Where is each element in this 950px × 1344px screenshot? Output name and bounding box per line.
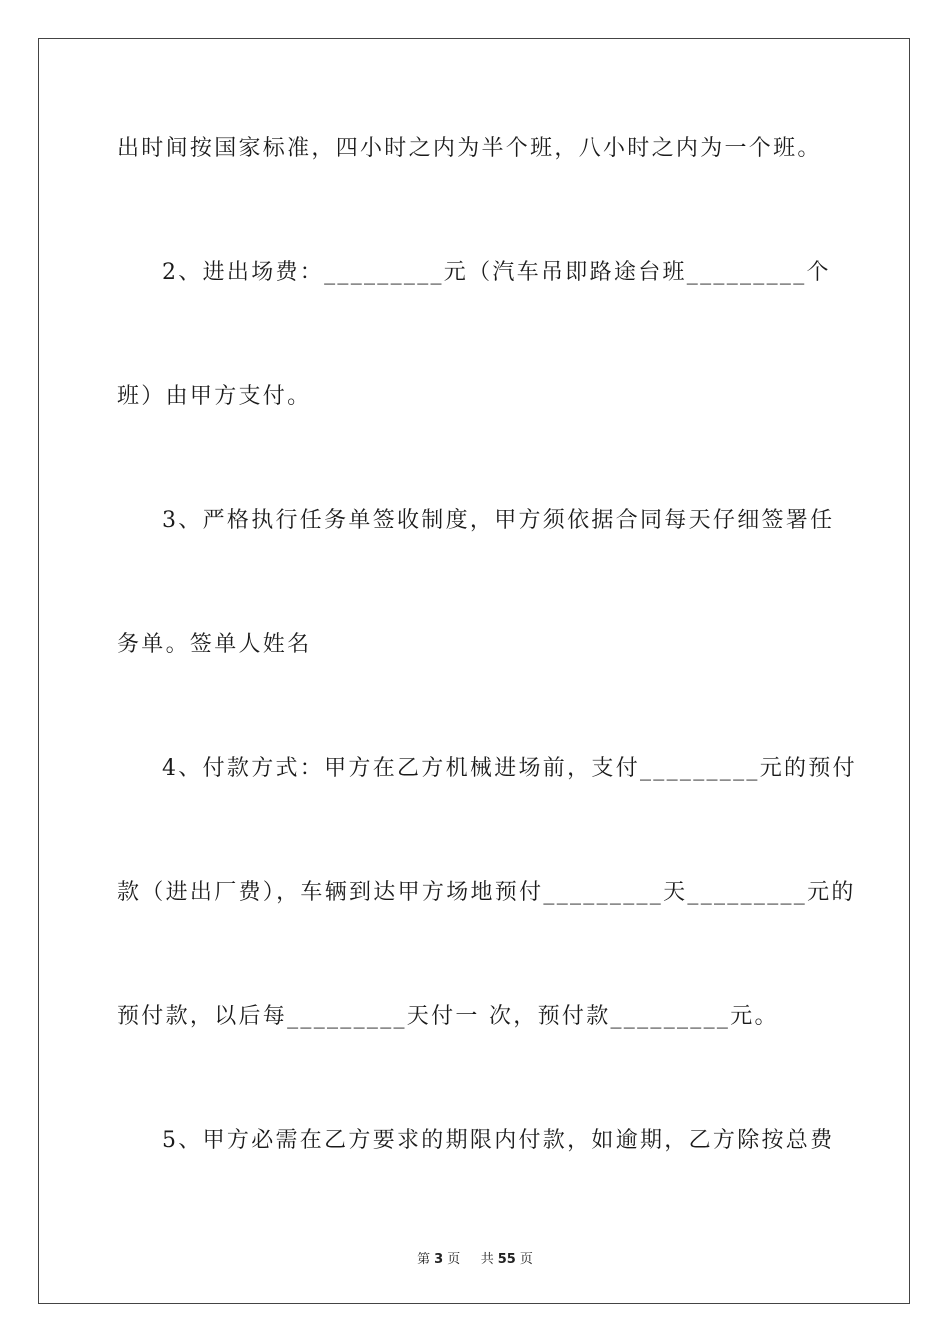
- footer-total-prefix: 共: [480, 1252, 494, 1267]
- text-line-3: 班）由甲方支付。: [117, 384, 312, 409]
- footer-page-suffix: 页: [447, 1252, 461, 1267]
- text-line-7: 款（进出厂费），车辆到达甲方场地预付_________天_________元的: [117, 880, 856, 905]
- footer-page-prefix: 第: [417, 1252, 431, 1267]
- text-line-2: 2、进出场费：_________元（汽车吊即路途台班_________个: [162, 260, 831, 285]
- text-line-1: 出时间按国家标准，四小时之内为半个班，八小时之内为一个班。: [117, 136, 822, 161]
- text-line-5: 务单。签单人姓名: [117, 632, 312, 657]
- footer-page-number: 3: [434, 1252, 444, 1267]
- page-footer: [0, 1248, 950, 1267]
- footer-total-suffix: 页: [519, 1252, 533, 1267]
- footer-total-pages: 55: [497, 1252, 516, 1267]
- text-line-9: 5、甲方必需在乙方要求的期限内付款，如逾期，乙方除按总费: [162, 1128, 835, 1153]
- text-line-8: 预付款，以后每_________天付一 次，预付款_________元。: [117, 1004, 779, 1029]
- text-line-4: 3、严格执行任务单签收制度，甲方须依据合同每天仔细签署任: [162, 508, 835, 533]
- page-frame: [38, 38, 910, 1304]
- text-line-6: 4、付款方式：甲方在乙方机械进场前，支付_________元的预付: [162, 756, 857, 781]
